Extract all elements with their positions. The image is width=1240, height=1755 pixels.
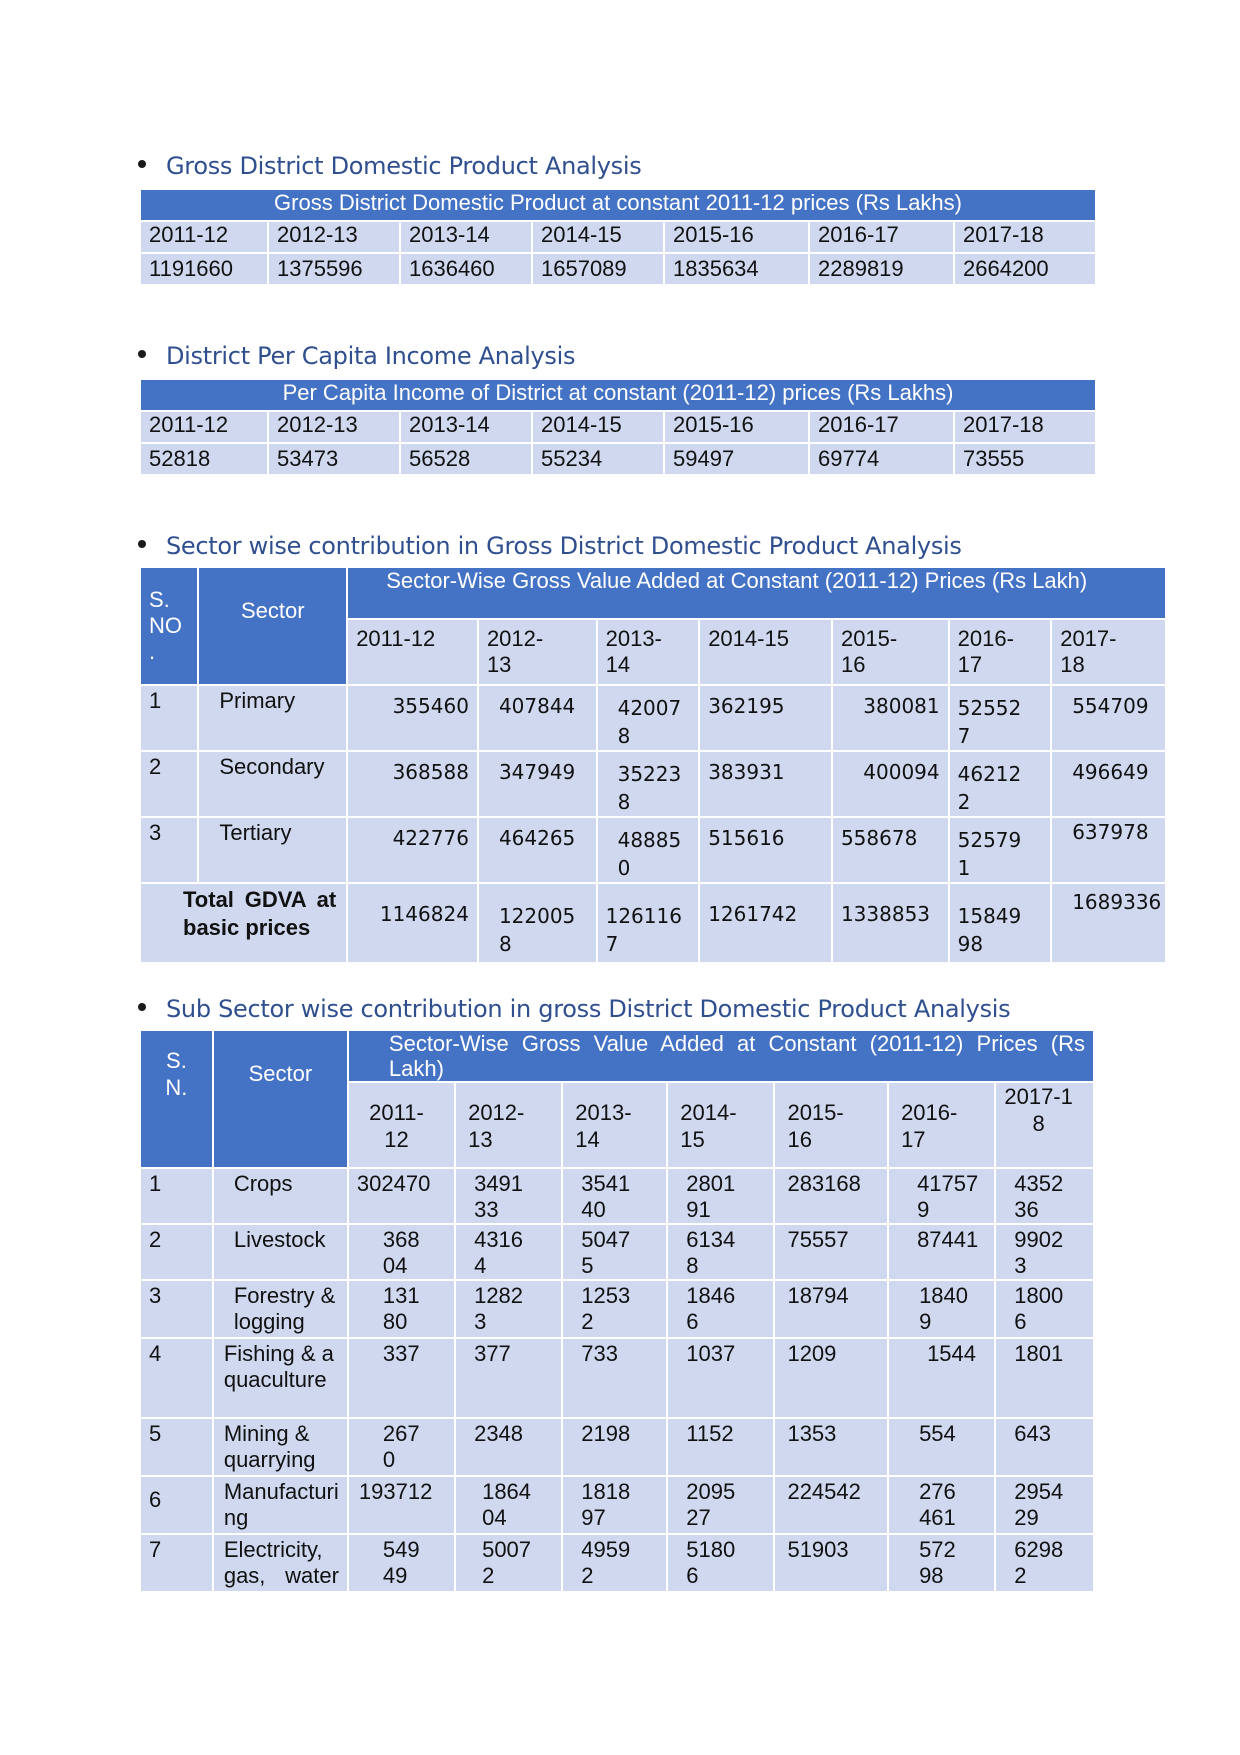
- cell-value: 224542: [787, 1479, 861, 1504]
- total-value: 1584998: [957, 904, 1022, 956]
- year-header: 2011-12: [369, 1100, 424, 1152]
- gddp-value: 2664200: [963, 256, 1049, 281]
- row-sector: Secondary: [219, 754, 325, 779]
- table-row: [141, 1281, 1093, 1337]
- cell-value: 12823: [474, 1283, 524, 1334]
- cell-value: 18794: [787, 1283, 849, 1308]
- row-sno: 2: [149, 754, 162, 779]
- col-sector-header: Sector: [248, 1061, 313, 1086]
- cell-value: 435236: [1014, 1171, 1064, 1222]
- bullet-icon: [138, 1003, 146, 1011]
- year-header: 2011-12: [149, 222, 229, 247]
- year-header: 2013-14: [605, 626, 662, 677]
- sector-table-wrap: [139, 566, 1167, 964]
- row-sector: Mining & quarrying: [223, 1421, 316, 1472]
- gddp-value: 1375596: [277, 256, 363, 281]
- year-header: 2011-12: [149, 412, 229, 437]
- table-row: [141, 1225, 1093, 1279]
- cell-value: 554: [919, 1421, 956, 1446]
- cell-value: 2670: [382, 1421, 420, 1472]
- bullet-icon: [138, 160, 146, 168]
- year-header: 2016-17: [818, 412, 899, 437]
- cell-value: 283168: [787, 1171, 861, 1196]
- year-header: 2017-18: [1004, 1084, 1073, 1136]
- cell-value: 643: [1014, 1421, 1051, 1446]
- cell-value: 54949: [382, 1537, 420, 1588]
- total-value: 1689336: [1072, 890, 1162, 914]
- cell-value: 400094: [863, 760, 940, 784]
- row-sno: 2: [149, 1227, 162, 1252]
- cell-value: 18006: [1014, 1283, 1064, 1334]
- row-sno: 3: [149, 1283, 162, 1308]
- subsector-table: [139, 1029, 1095, 1593]
- cell-value: 87441: [917, 1227, 979, 1252]
- cell-value: 1209: [787, 1341, 837, 1366]
- cell-value: 57298: [919, 1537, 956, 1588]
- pci-value: 73555: [963, 446, 1025, 471]
- year-header: 2017-18: [963, 222, 1044, 247]
- row-sno: 1: [149, 688, 162, 713]
- pci-title: Per Capita Income of District at constant (2011-12) prices (Rs Lakhs): [282, 380, 954, 405]
- pci-value: 56528: [409, 446, 471, 471]
- cell-value: 295429: [1014, 1479, 1064, 1530]
- cell-value: 18409: [919, 1283, 969, 1334]
- cell-value: 337: [382, 1341, 420, 1366]
- cell-value: 488850: [617, 828, 682, 880]
- table-row: [141, 1535, 1093, 1591]
- year-header: 2012-13: [277, 412, 358, 437]
- cell-value: 417579: [917, 1171, 979, 1222]
- cell-value: 1353: [787, 1421, 837, 1446]
- gddp-value: 1191660: [149, 256, 234, 281]
- year-header: 2012-13: [277, 222, 358, 247]
- year-header: 2016-17: [901, 1100, 958, 1152]
- cell-value: 733: [581, 1341, 618, 1366]
- cell-value: 302470: [356, 1171, 431, 1196]
- cell-value: 354140: [581, 1171, 631, 1222]
- cell-value: 383931: [708, 760, 785, 784]
- year-header: 2017-18: [963, 412, 1044, 437]
- year-header: 2014-15: [541, 222, 622, 247]
- cell-value: 464265: [498, 826, 576, 850]
- pci-value: 52818: [149, 446, 211, 471]
- cell-value: 62982: [1014, 1537, 1064, 1588]
- cell-value: 193712: [358, 1479, 433, 1504]
- cell-value: 99023: [1014, 1227, 1064, 1278]
- cell-value: 43164: [474, 1227, 524, 1278]
- cell-value: 554709: [1072, 694, 1149, 718]
- cell-value: 352238: [617, 762, 682, 814]
- col-sector-header: Sector: [240, 598, 305, 623]
- cell-value: 50475: [581, 1227, 631, 1278]
- row-sector: Crops: [233, 1171, 293, 1196]
- year-header: 2013-14: [575, 1100, 632, 1152]
- row-sno: 4: [149, 1341, 162, 1366]
- cell-value: 462122: [957, 762, 1022, 814]
- section2-heading: District Per Capita Income Analysis: [150, 342, 575, 370]
- year-header: 2017-18: [1060, 626, 1117, 677]
- year-header: 2014-15: [541, 412, 622, 437]
- year-header: 2015-16: [787, 1100, 844, 1152]
- row-sector: Fishing & aquaculture: [223, 1341, 334, 1392]
- table-row: [141, 1339, 1093, 1417]
- pci-table: [139, 378, 1097, 476]
- cell-value: 1544: [927, 1341, 977, 1366]
- total-label: Total GDVA at basic prices: [183, 887, 337, 940]
- row-sector: Primary: [219, 688, 296, 713]
- total-value: 1261167: [605, 904, 682, 956]
- total-value: 1146824: [379, 902, 469, 926]
- cell-value: 420078: [617, 696, 682, 748]
- gddp-value: 1657089: [541, 256, 627, 281]
- table-row: [141, 752, 1165, 816]
- year-header: 2016-17: [957, 626, 1014, 677]
- cell-value: 525527: [957, 696, 1022, 748]
- section3-heading: Sector wise contribution in Gross District Domestic Product Analysis: [150, 532, 962, 560]
- year-header: 2014-15: [708, 626, 789, 651]
- gddp-value: 1835634: [673, 256, 759, 281]
- sector-group-title: Sector-Wise Gross Value Added at Constant (2011-12) Prices (Rs Lakh): [386, 568, 1088, 593]
- cell-value: 368588: [392, 760, 469, 784]
- subsector-table-wrap: [139, 1029, 1095, 1593]
- row-sno: 6: [149, 1487, 162, 1512]
- pci-value: 59497: [673, 446, 735, 471]
- cell-value: 186404: [482, 1479, 532, 1530]
- col-sno-header: S. NO .: [149, 587, 182, 664]
- year-header: 2014-15: [680, 1100, 737, 1152]
- bullet-icon: [138, 540, 146, 548]
- section1-heading: Gross District Domestic Product Analysis: [150, 152, 641, 180]
- cell-value: 1152: [686, 1421, 734, 1446]
- sector-table: [139, 566, 1167, 964]
- cell-value: 347949: [498, 760, 576, 784]
- cell-value: 362195: [708, 694, 785, 718]
- cell-value: 61348: [686, 1227, 736, 1278]
- table-row: [141, 1169, 1093, 1223]
- cell-value: 51806: [686, 1537, 736, 1588]
- cell-value: 558678: [840, 826, 918, 850]
- gddp-value: 1636460: [409, 256, 495, 281]
- subsector-group-title: Sector-Wise Gross Value Added at Constant (2011-12) Prices (Rs Lakh): [388, 1031, 1085, 1081]
- table-row: [141, 818, 1165, 882]
- year-header: 2015-16: [673, 412, 754, 437]
- cell-value: 380081: [863, 694, 940, 718]
- cell-value: 349133: [474, 1171, 524, 1222]
- cell-value: 377: [474, 1341, 511, 1366]
- cell-value: 181897: [581, 1479, 631, 1530]
- cell-value: 515616: [708, 826, 785, 850]
- table-row: [141, 1419, 1093, 1475]
- bullet-icon: [138, 350, 146, 358]
- col-sno-header: S. N.: [165, 1048, 188, 1100]
- row-sector: Manufacturing: [223, 1479, 339, 1530]
- row-sno: 1: [149, 1171, 162, 1196]
- table-row: [141, 1477, 1093, 1533]
- cell-value: 1037: [686, 1341, 736, 1366]
- cell-value: 36804: [382, 1227, 420, 1278]
- gddp-table-wrap: [139, 188, 1097, 286]
- year-header: 2011-12: [356, 626, 436, 651]
- cell-value: 280191: [686, 1171, 736, 1222]
- cell-value: 2348: [474, 1421, 524, 1446]
- cell-value: 496649: [1072, 760, 1149, 784]
- cell-value: 2198: [581, 1421, 631, 1446]
- row-sno: 3: [149, 820, 162, 845]
- year-header: 2013-14: [409, 412, 490, 437]
- total-value: 1261742: [708, 902, 798, 926]
- cell-value: 51903: [787, 1537, 849, 1562]
- section4-heading: Sub Sector wise contribution in gross District Domestic Product Analysis: [150, 995, 1010, 1023]
- total-value: 1220058: [498, 904, 576, 956]
- cell-value: 49592: [581, 1537, 631, 1588]
- cell-value: 637978: [1072, 820, 1149, 844]
- gddp-table: [139, 188, 1097, 286]
- year-header: 2015-16: [673, 222, 754, 247]
- cell-value: 422776: [392, 826, 469, 850]
- row-sno: 5: [149, 1421, 162, 1446]
- row-sector: Livestock: [233, 1227, 326, 1252]
- cell-value: 525791: [957, 828, 1022, 880]
- cell-value: 355460: [392, 694, 469, 718]
- table-row: [141, 686, 1165, 750]
- cell-value: 1801: [1014, 1341, 1064, 1366]
- year-header: 2012-13: [486, 626, 544, 677]
- gddp-value: 2289819: [818, 256, 904, 281]
- year-header: 2013-14: [409, 222, 490, 247]
- row-sector: Electricity, gas, water: [223, 1537, 339, 1588]
- cell-value: 18466: [686, 1283, 736, 1334]
- row-sector: Forestry & logging: [233, 1283, 336, 1334]
- cell-value: 276461: [919, 1479, 956, 1530]
- pci-table-wrap: [139, 378, 1097, 476]
- total-value: 1338853: [840, 902, 931, 926]
- row-sector: Tertiary: [219, 820, 292, 845]
- pci-value: 53473: [277, 446, 339, 471]
- pci-value: 69774: [818, 446, 880, 471]
- cell-value: 12532: [581, 1283, 631, 1334]
- year-header: 2015-16: [840, 626, 898, 677]
- row-sno: 7: [149, 1537, 162, 1562]
- pci-value: 55234: [541, 446, 603, 471]
- cell-value: 75557: [787, 1227, 849, 1252]
- cell-value: 209527: [686, 1479, 736, 1530]
- cell-value: 13180: [382, 1283, 420, 1334]
- cell-value: 407844: [498, 694, 576, 718]
- total-row: [141, 884, 1165, 962]
- year-header: 2012-13: [468, 1100, 525, 1152]
- year-header: 2016-17: [818, 222, 899, 247]
- gddp-title: Gross District Domestic Product at constant 2011-12 prices (Rs Lakhs): [274, 190, 962, 215]
- cell-value: 50072: [482, 1537, 532, 1588]
